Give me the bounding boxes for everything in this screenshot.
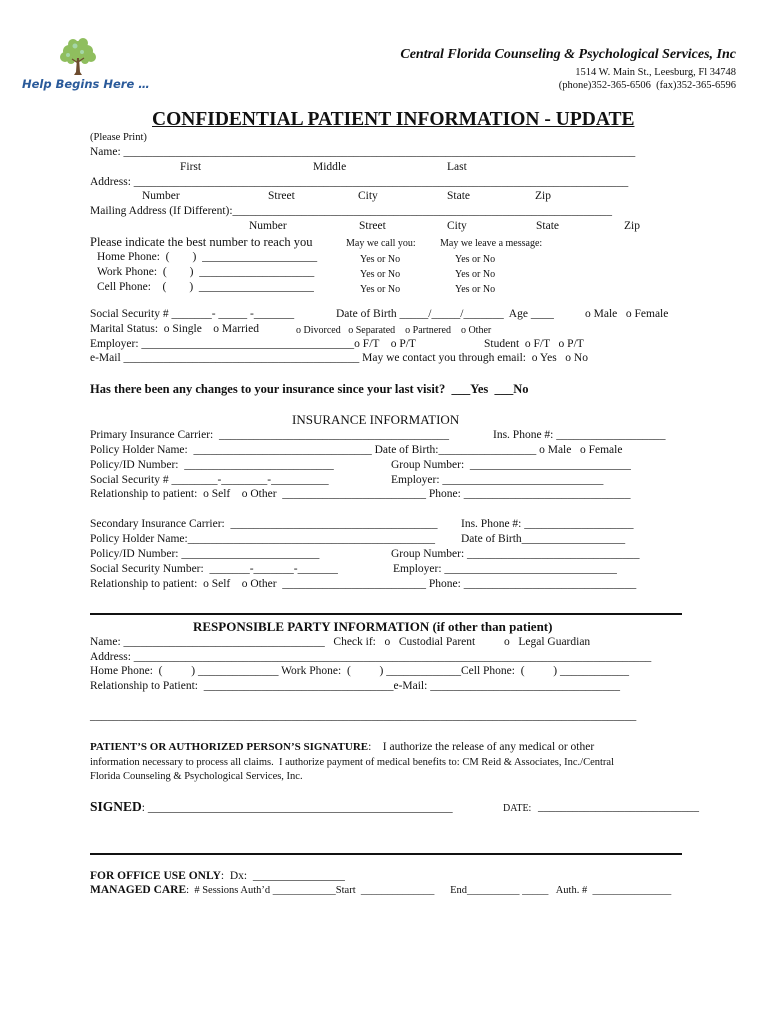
managed-care-label: MANAGED CARE: [90, 884, 187, 896]
work-phone-field[interactable]: Work Phone: ( ) ____________________: [97, 266, 315, 278]
secondary-carrier-field[interactable]: Secondary Insurance Carrier: ____________________________________: [90, 518, 438, 530]
address-sub-city: City: [358, 190, 378, 202]
responsible-heading: RESPONSIBLE PARTY INFORMATION (if other than patient): [193, 619, 553, 634]
date-field[interactable]: ____________________________: [538, 801, 699, 813]
cell-msg-yes-no[interactable]: Yes or No: [455, 284, 496, 295]
email-field[interactable]: e-Mail _________________________________________ May we contact you through email: o Yes o No: [90, 352, 588, 364]
mailing-address-field[interactable]: Mailing Address (If Different):__________________________________________________________________: [90, 205, 613, 217]
address-sub-zip: Zip: [535, 190, 551, 202]
section-divider: [90, 613, 682, 615]
managed-care-row: [90, 884, 671, 897]
address-sub-number: Number: [142, 190, 180, 202]
work-msg-yes-no[interactable]: Yes or No: [455, 269, 496, 280]
secondary-group-field[interactable]: Group Number: ______________________________: [391, 548, 640, 560]
name-sub-last: Last: [447, 161, 467, 173]
secondary-holder-field[interactable]: Policy Holder Name:___________________________________________: [90, 533, 435, 545]
sex-options[interactable]: o Male o Female: [585, 308, 669, 320]
name-sub-first: First: [180, 161, 202, 173]
secondary-relationship-field[interactable]: Relationship to patient: o Self o Other _________________________ Phone: ______________________________: [90, 578, 637, 590]
responsible-name-field[interactable]: Name: ___________________________________ Check if: o Custodial Parent o Legal Guardian: [90, 636, 591, 648]
name-field[interactable]: Name: _________________________________________________________________________________________: [90, 146, 636, 158]
dx-field[interactable]: : Dx: ________________: [220, 870, 345, 882]
signature-text-3: Florida Counseling & Psychological Services, Inc.: [90, 771, 303, 782]
office-use-row: [90, 870, 345, 883]
reach-label: Please indicate the best number to reach you: [90, 235, 313, 249]
primary-employer-field[interactable]: Employer: ____________________________: [391, 474, 604, 486]
secondary-ssn-field[interactable]: Social Security Number: _______-_______-_______: [90, 563, 338, 575]
office-use-label: FOR OFFICE USE ONLY: [90, 870, 221, 882]
signature-paragraph-line1: [90, 741, 594, 754]
please-print: (Please Print): [90, 132, 147, 143]
primary-policy-id-field[interactable]: Policy/ID Number: __________________________: [90, 459, 334, 471]
tagline: Help Begins Here …: [22, 77, 150, 91]
home-phone-field[interactable]: Home Phone: ( ) ____________________: [97, 251, 318, 263]
marital-status-options[interactable]: Marital Status: o Single o Married: [90, 323, 259, 335]
primary-group-field[interactable]: Group Number: ____________________________: [391, 459, 631, 471]
responsible-address-field[interactable]: Address: __________________________________________________________________________________________: [90, 651, 652, 663]
mailing-sub-city: City: [447, 220, 467, 232]
marital-status-more[interactable]: o Divorced o Separated o Partnered o Other: [296, 325, 492, 336]
primary-holder-field[interactable]: Policy Holder Name: _______________________________ Date of Birth:_________________ o Male o Female: [90, 444, 623, 456]
mailing-sub-state: State: [536, 220, 559, 232]
home-call-yes-no[interactable]: Yes or No: [360, 254, 401, 265]
home-msg-yes-no[interactable]: Yes or No: [455, 254, 496, 265]
ssn-field[interactable]: Social Security # _______- _____ -_______: [90, 308, 295, 320]
secondary-policy-id-field[interactable]: Policy/ID Number: ________________________: [90, 548, 320, 560]
primary-ssn-field[interactable]: Social Security # ________-________-__________: [90, 474, 329, 486]
primary-ins-phone-field[interactable]: Ins. Phone #: ___________________: [493, 429, 666, 441]
signed-row: [90, 799, 453, 816]
dob-age-field[interactable]: Date of Birth _____/_____/_______ Age ____: [336, 308, 554, 320]
mailing-sub-number: Number: [249, 220, 287, 232]
address-sub-street: Street: [268, 190, 295, 202]
signed-label: SIGNED: [90, 799, 142, 814]
signed-line[interactable]: : _____________________________________________________: [141, 802, 453, 814]
signature-heading: PATIENT’S OR AUTHORIZED PERSON’S SIGNATURE: [90, 741, 369, 753]
primary-relationship-field[interactable]: Relationship to patient: o Self o Other _________________________ Phone: _____________________________: [90, 488, 631, 500]
signature-text-2: information necessary to process all claims. I authorize payment of medical benefits to: CM Reid & Associates, Inc./Central: [90, 757, 614, 768]
org-name: Central Florida Counseling & Psychological Services, Inc: [400, 47, 736, 62]
name-sub-middle: Middle: [313, 161, 347, 173]
secondary-ins-phone-field[interactable]: Ins. Phone #: ___________________: [461, 518, 634, 530]
primary-carrier-field[interactable]: Primary Insurance Carrier: ________________________________________: [90, 429, 450, 441]
page-title: CONFIDENTIAL PATIENT INFORMATION - UPDATE: [152, 109, 635, 130]
insurance-change-question[interactable]: Has there been any changes to your insurance since your last visit? ___Yes ___No: [90, 382, 529, 396]
cell-call-yes-no[interactable]: Yes or No: [360, 284, 401, 295]
may-call-label: May we call you:: [346, 238, 416, 249]
mailing-sub-street: Street: [359, 220, 386, 232]
office-divider: [90, 853, 682, 855]
address-sub-state: State: [447, 190, 470, 202]
insurance-heading: INSURANCE INFORMATION: [292, 412, 460, 427]
signature-text-1: : I authorize the release of any medical or other: [368, 741, 595, 753]
managed-care-fields[interactable]: : # Sessions Auth’d ____________Start ______________ End__________ _____ Auth. # _______________: [186, 885, 672, 896]
may-message-label: May we leave a message:: [440, 238, 543, 249]
org-address: 1514 W. Main St., Leesburg, Fl 34748: [575, 67, 736, 78]
responsible-relationship-field[interactable]: Relationship to Patient: _________________________________e-Mail: _________________________________: [90, 680, 620, 692]
responsible-phones-field[interactable]: Home Phone: ( ) ______________ Work Phone: ( ) _____________Cell Phone: ( ) ____________: [90, 665, 630, 677]
mailing-sub-zip: Zip: [624, 220, 640, 232]
address-field[interactable]: Address: ______________________________________________________________________________________: [90, 176, 629, 188]
secondary-dob-field[interactable]: Date of Birth__________________: [461, 533, 626, 545]
employer-field[interactable]: Employer: _____________________________________o F/T o P/T: [90, 338, 416, 350]
org-phone-fax: (phone)352-365-6506 (fax)352-365-6596: [558, 80, 736, 91]
student-options[interactable]: Student o F/T o P/T: [484, 338, 584, 350]
blank-line: _______________________________________________________________________________________________: [90, 710, 637, 722]
secondary-employer-field[interactable]: Employer: ______________________________: [393, 563, 617, 575]
cell-phone-field[interactable]: Cell Phone: ( ) ____________________: [97, 281, 314, 293]
work-call-yes-no[interactable]: Yes or No: [360, 269, 401, 280]
date-label: DATE:: [503, 803, 532, 814]
